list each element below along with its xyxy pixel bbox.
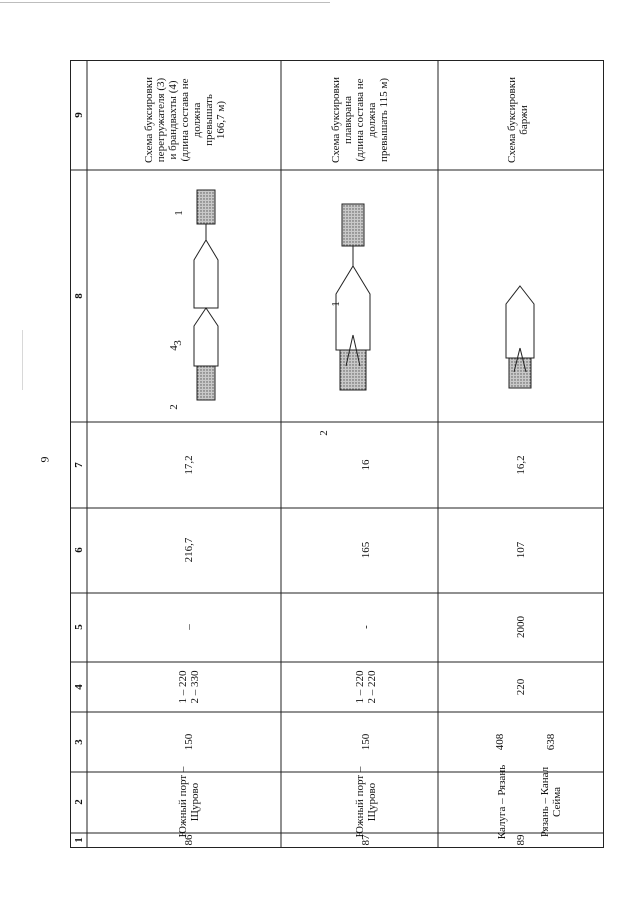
col-header-3: 3 (73, 739, 85, 745)
row-89-col3-b: 638 (545, 733, 557, 751)
row-87-num: 87 (360, 834, 372, 846)
row-89-col5: 2000 (515, 616, 527, 638)
row-87-col3: 150 (360, 733, 372, 751)
row-86-label-1: 1 (173, 210, 185, 216)
row-86-col3: 150 (183, 733, 195, 751)
rotated-table (70, 60, 604, 848)
row-86-col6: 216,7 (183, 537, 195, 563)
scan-edge-mark (22, 330, 23, 390)
row-87-label-2: 2 (318, 430, 330, 436)
row-87-route: Южный порт – Щурово (354, 766, 378, 838)
row-86-label-3: 3 (172, 340, 184, 346)
vessel-2-pusher (197, 366, 215, 400)
row-87-scheme: Схема буксировки плавкрана (длина состава не должна превышать 115 м) (330, 77, 390, 163)
top-rule (0, 2, 330, 3)
row-86-col5: – (183, 624, 195, 630)
row-89-route-a: Калуга – Рязань (496, 764, 508, 840)
vessel-1-tug (197, 190, 215, 224)
row-89-col3-a: 408 (494, 733, 506, 751)
row-89-col4: 220 (515, 678, 527, 696)
row-86-label-2: 2 (168, 404, 180, 410)
col-header-1: 1 (73, 837, 85, 843)
col-header-7: 7 (73, 462, 85, 468)
col-header-2: 2 (73, 799, 85, 805)
row-87-label-1: 1 (330, 301, 342, 307)
vessel-barge (506, 286, 534, 358)
col-header-4: 4 (73, 684, 85, 690)
col-header-5: 5 (73, 624, 85, 630)
table-grid (70, 60, 604, 848)
row-87-towing-diagram (328, 190, 428, 415)
vessel-crane (336, 266, 370, 350)
row-86-col4: 1 – 220 2 – 330 (177, 670, 201, 704)
row-86-scheme: Схема буксировки перегружателя (3) и брандвахты (4) (длина состава не должна превышать 166,7 м) (143, 77, 227, 163)
row-87-col5: - (360, 625, 372, 629)
col-header-9: 9 (73, 112, 85, 118)
row-87-col7: 16 (360, 459, 372, 471)
row-86-col7: 17,2 (183, 455, 195, 475)
row-89-towing-diagram (490, 280, 560, 400)
row-89-col7: 16,2 (515, 455, 527, 475)
row-89-scheme: Схема буксировки баржи (506, 77, 530, 163)
row-86-num: 86 (183, 834, 195, 846)
vessel-pusher (509, 358, 531, 388)
vessel-1-tug (342, 204, 364, 246)
row-86-label-4: 4 (168, 345, 180, 351)
vessel-4-houseboat (194, 308, 218, 366)
row-87-col6: 165 (360, 541, 372, 559)
row-89-col6: 107 (515, 541, 527, 559)
row-86-towing-diagram (170, 180, 270, 420)
row-86-route: Южный порт – Щурово (177, 766, 201, 838)
page-number: 9 (37, 456, 52, 463)
col-header-8: 8 (73, 293, 85, 299)
row-89-num: 89 (515, 834, 527, 846)
vessel-2-pusher (340, 350, 366, 390)
col-header-6: 6 (73, 547, 85, 553)
row-89-route-b: Рязань – Канал Сейма (539, 766, 563, 838)
vessel-3-transshipper (194, 240, 218, 308)
row-87-col4: 1 – 220 2 – 220 (354, 670, 378, 704)
